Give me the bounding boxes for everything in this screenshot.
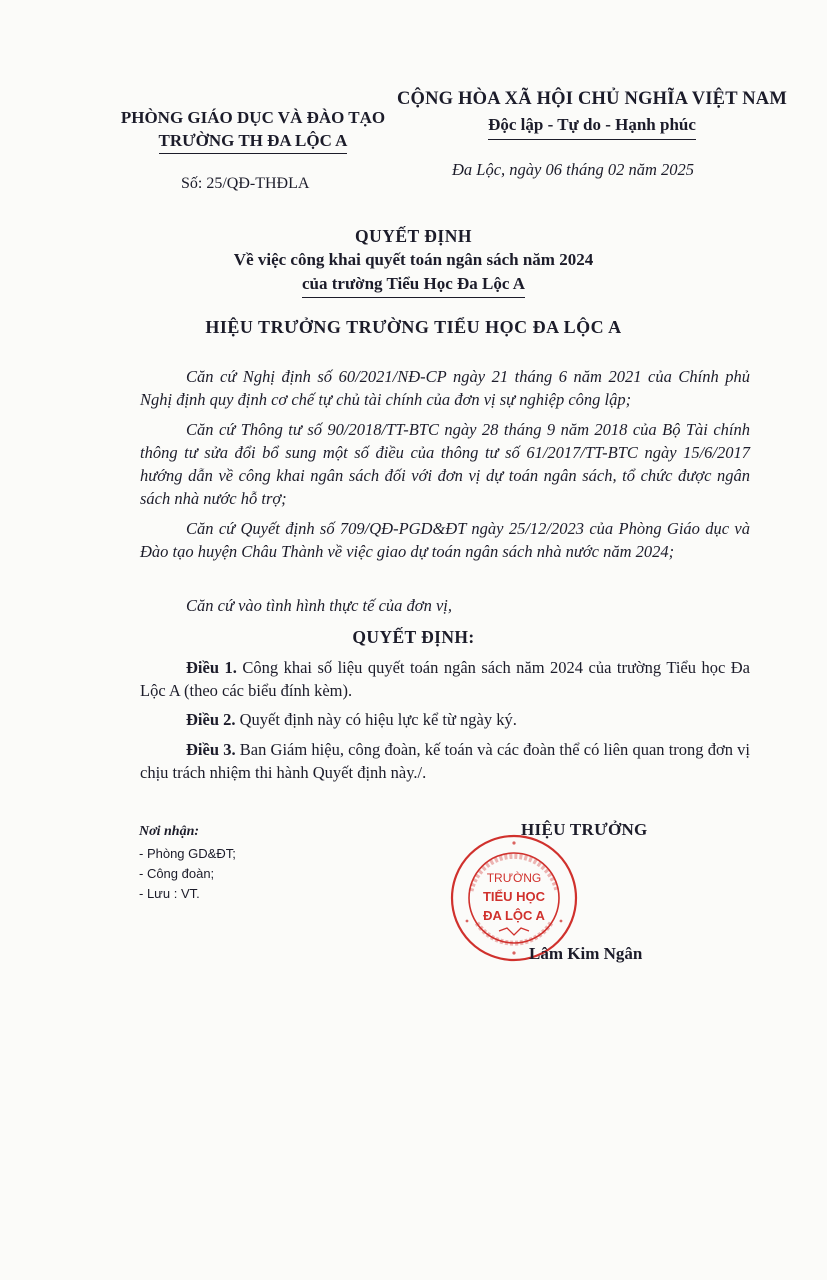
national-title: CỘNG HÒA XÃ HỘI CHỦ NGHĨA VIỆT NAM <box>396 89 788 109</box>
article-3-text: Ban Giám hiệu, công đoàn, kế toán và các đoàn thể có liên quan trong đơn vị chịu trách nhiệm thi hành Quyết định này./. <box>140 740 751 782</box>
basis-paragraph-3: Căn cứ Quyết định số 709/QĐ-PGD&ĐT ngày 25/12/2023 của Phòng Giáo dục và Đào tạo huyện Châu Thành về việc giao dự toán ngân sách nhà nước năm 2024; <box>140 519 750 561</box>
signature-title: HIỆU TRƯỞNG <box>521 820 648 839</box>
recipients-list <box>139 844 236 904</box>
issuer-school: TRƯỜNG TH ĐA LỘC A <box>159 129 348 154</box>
signer-name: Lâm Kim Ngân <box>529 944 643 963</box>
document-number: Số: 25/QĐ-THĐLA <box>181 175 310 192</box>
recipient-item: - Công đoàn; <box>139 866 215 881</box>
article-3 <box>140 738 750 784</box>
article-2-label: Điều 2. <box>186 710 236 729</box>
title-line1: QUYẾT ĐỊNH <box>355 226 472 246</box>
decision-heading: QUYẾT ĐỊNH: <box>352 627 475 647</box>
article-1 <box>140 656 750 702</box>
issuer-header <box>118 106 388 154</box>
national-header <box>392 86 792 140</box>
title-line3: của trường Tiểu Học Đa Lộc A <box>302 272 525 298</box>
authority-heading: HIỆU TRƯỞNG TRƯỜNG TIỂU HỌC ĐA LỘC A <box>205 317 622 337</box>
article-2-text: Quyết định này có hiệu lực kể từ ngày ký. <box>235 710 517 729</box>
title-line2: Về việc công khai quyết toán ngân sách năm 2024 <box>233 250 594 269</box>
seal-line-3: ĐA LỘC A <box>483 908 545 923</box>
national-motto: Độc lập - Tự do - Hạnh phúc <box>488 112 696 140</box>
place-date: Đa Lộc, ngày 06 tháng 02 năm 2025 <box>452 160 694 179</box>
seal-line-2: TIỂU HỌC <box>482 889 546 904</box>
article-1-text: Công khai số liệu quyết toán ngân sách năm 2024 của trường Tiểu học Đa Lộc A (theo các biểu đính kèm). <box>140 658 750 700</box>
recipient-item: - Phòng GD&ĐT; <box>139 846 236 861</box>
recipient-item: - Lưu : VT. <box>139 886 200 901</box>
basis-paragraph-4: Căn cứ vào tình hình thực tế của đơn vị, <box>186 596 453 615</box>
article-3-label: Điều 3. <box>186 740 236 759</box>
article-2 <box>140 708 750 731</box>
recipients-label: Nơi nhận: <box>139 824 200 839</box>
issuer-department: PHÒNG GIÁO DỤC VÀ ĐÀO TẠO <box>120 108 386 127</box>
basis-paragraph-1: Căn cứ Nghị định số 60/2021/NĐ-CP ngày 21 tháng 6 năm 2021 của Chính phủ Nghị định quy định cơ chế tự chủ tài chính của đơn vị sự nghiệp công lập; <box>140 367 750 409</box>
document-title <box>0 224 827 298</box>
basis-paragraph-2: Căn cứ Thông tư số 90/2018/TT-BTC ngày 28 tháng 9 năm 2018 của Bộ Tài chính thông tư sửa đổi bổ sung một số điều của thông tư số 61/2017/TT-BTC ngày 15/6/2017 hướng dẫn về công khai ngân sách đối với đơn vị dự toán ngân sách, tổ chức được ngân sách nhà nước hỗ trợ; <box>140 420 750 508</box>
seal-line-1: TRƯỜNG <box>486 871 542 885</box>
article-1-label: Điều 1. <box>186 658 237 677</box>
